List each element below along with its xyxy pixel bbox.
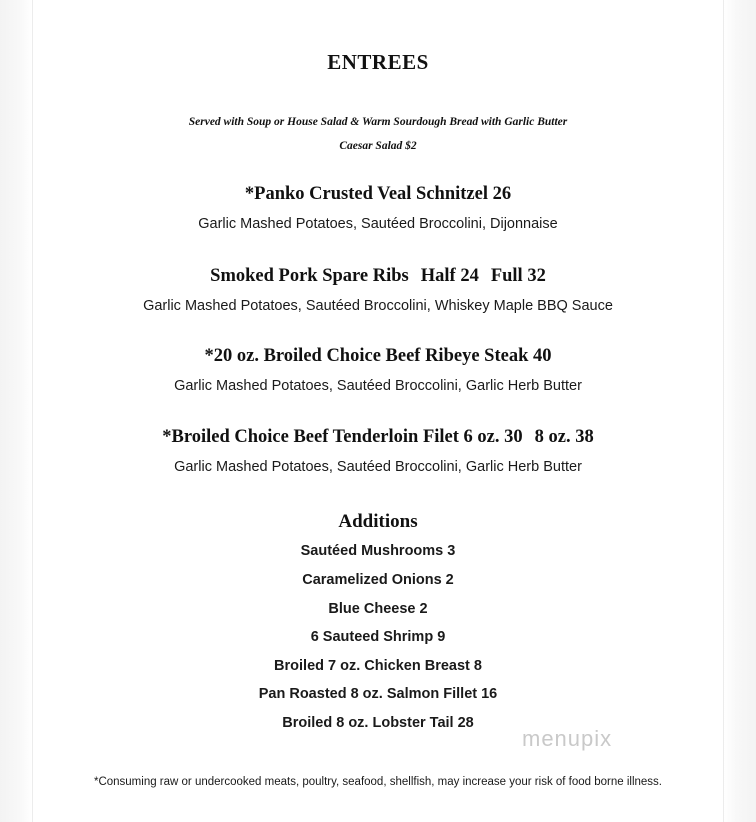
entree-name: *Panko Crusted Veal Schnitzel 26 [244,184,512,204]
page-edge-right [723,0,756,822]
entree-name [32,427,724,448]
entree-sides: Garlic Mashed Potatoes, Sautéed Broccolini, Dijonnaise [198,216,558,232]
served-with-note: Served with Soup or House Salad & Warm Sourdough Bread with Garlic Butter [188,116,568,128]
menupix-watermark: menupix [522,726,613,751]
entree-name: *20 oz. Broiled Choice Beef Ribeye Steak 40 [204,346,552,366]
entree-name-text: *Broiled Choice Beef Tenderloin Filet 6 oz. 30 [162,427,523,447]
entree-sides: Garlic Mashed Potatoes, Sautéed Broccolini, Garlic Herb Butter [174,459,582,475]
entree-name [32,266,724,287]
food-safety-disclaimer: *Consuming raw or undercooked meats, poultry, seafood, shellfish, may increase your risk of food borne illness. [93,776,663,788]
additions-heading: Additions [338,511,418,532]
addition-item: Broiled 8 oz. Lobster Tail 28 [282,715,474,731]
entree-price-full: Full 32 [490,266,546,286]
addition-item: Broiled 7 oz. Chicken Breast 8 [274,658,482,674]
addition-item: Pan Roasted 8 oz. Salmon Fillet 16 [258,686,498,702]
addition-item: Caramelized Onions 2 [302,572,454,588]
entree-price-alt: 8 oz. 38 [534,427,594,447]
page-title: ENTREES [327,50,429,74]
menu-page [32,0,724,822]
entree-name-text: Smoked Pork Spare Ribs [210,266,409,286]
entree-sides: Garlic Mashed Potatoes, Sautéed Broccolini, Garlic Herb Butter [174,378,582,394]
caesar-salad-note: Caesar Salad $2 [339,140,417,152]
addition-item: Sautéed Mushrooms 3 [300,543,456,559]
entree-price-half: Half 24 [420,266,479,286]
addition-item: 6 Sauteed Shrimp 9 [310,629,446,645]
addition-item: Blue Cheese 2 [328,601,428,617]
entree-sides: Garlic Mashed Potatoes, Sautéed Broccolini, Whiskey Maple BBQ Sauce [143,298,613,314]
page-edge-left [0,0,33,822]
